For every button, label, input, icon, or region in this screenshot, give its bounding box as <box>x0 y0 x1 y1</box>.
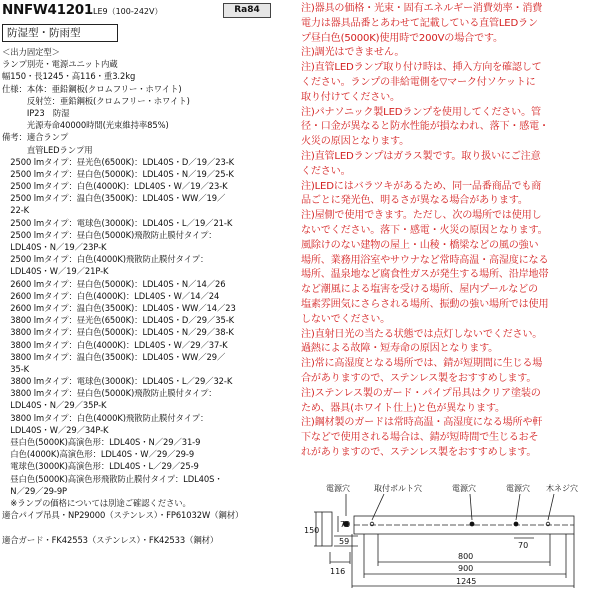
spec-line: 2500 lmタイプ：白色(4000K)：LDL40S・W／19／23-K <box>2 181 228 192</box>
power-hole-right <box>514 522 519 527</box>
power-hole-center <box>470 522 475 527</box>
dim-900: 900 <box>458 564 474 573</box>
dim-116: 116 <box>330 567 346 576</box>
note-line: ください。ランプの非給電側を▽マーク付ソケットに <box>301 76 536 88</box>
type-badge: 防湿型・防雨型 <box>2 24 118 42</box>
spec-line: 2600 lmタイプ：温白色(3500K)：LDL40S・WW／14／23 <box>2 302 236 313</box>
note-line: 注)屋側で使用できます。ただし、次の場所では使用し <box>301 210 542 222</box>
spec-line: 適合パイプ吊具・NP29000（ステンレス）・FP61032W（鋼材） <box>2 510 244 521</box>
note-line: 場所、温泉地など腐食性ガスが発生する場所、沿岸地帯 <box>301 269 549 281</box>
dim-59: 59 <box>339 537 350 546</box>
model-number <box>2 2 162 18</box>
spec-line: ランプ別売・電源ユニット内蔵 <box>2 59 118 70</box>
spec-line: 2500 lmタイプ：昼光色(6500K)：LDL40S・D／19／23-K <box>2 156 235 167</box>
spec-line: IP23 防湿 <box>2 107 70 118</box>
note-line: 注)直管LEDランプ取り付け時は、挿入方向を確認して <box>301 62 542 74</box>
spec-line: LDL40S・N／19／23P-K <box>2 242 107 252</box>
dimension-diagram <box>302 480 598 598</box>
spec-line: 電球色(3000K)高演色形：LDL40S・L／29／25-9 <box>2 461 199 472</box>
spec-line: 仕様：本体：亜鉛鋼板(クロムフリー・ホワイト) <box>2 83 182 94</box>
label-power-hole-right: 電源穴 <box>506 484 530 493</box>
spec-line: 昼白色(5000K)高演色形飛散防止膜付タイプ：LDL40S・ <box>2 473 223 484</box>
notes-list <box>301 2 597 461</box>
note-line: ください。 <box>301 165 351 177</box>
note-line: 取り付けてください。 <box>301 91 400 103</box>
spec-line: 2600 lmタイプ：昼白色(5000K)：LDL40S・N／14／26 <box>2 278 226 289</box>
spec-line: 光源寿命40000時間(光束維持率85%) <box>2 120 169 131</box>
spec-line: 白色(4000K)高演色形：LDL40S・W／29／29-9 <box>2 449 195 460</box>
note-line: 場所、業務用浴室やサウナなど常時高温・高湿度になる <box>301 254 549 266</box>
spec-line: 2500 lmタイプ：温白色(3500K)：LDL40S・WW／19／ <box>2 193 226 204</box>
spec-line: N／29／29-9P <box>2 485 68 496</box>
spec-line: 3800 lmタイプ：白色(4000K)飛散防止膜付タイプ： <box>2 412 209 423</box>
model-code: NNFW41201 <box>2 2 93 18</box>
note-line: 下などで使用される場合は、錆が短時間で生じるおそ <box>301 432 539 444</box>
spec-line: 2600 lmタイプ：白色(4000K)：LDL40S・W／14／24 <box>2 290 220 301</box>
drawing-lines <box>314 494 574 588</box>
spec-line: 3800 lmタイプ：昼白色(5000K)飛散防止膜付タイプ： <box>2 388 217 399</box>
note-line: れがありますので、ステンレス製をおすすめします。 <box>301 446 537 458</box>
spec-line: 2500 lmタイプ：昼白色(5000K)飛散防止膜付タイプ： <box>2 229 217 240</box>
spec-line: 幅150・長1245・高116・重3.2kg <box>2 71 136 82</box>
spec-line: 3800 lmタイプ：温白色(3500K)：LDL40S・WW／29／ <box>2 351 226 362</box>
model-suffix: LE9（100-242V） <box>92 7 163 16</box>
note-line: 注)パナソニック製LEDランプを使用してください。管 <box>301 106 541 118</box>
note-line: しないでください。 <box>301 313 391 325</box>
note-line: 注)常に高湿度となる場所では、錆が短期間に生じる場 <box>301 358 543 370</box>
note-line: 注)器具の価格・光束・固有エネルギー消費効率・消費 <box>301 3 543 14</box>
spec-line: ※ランプの価格については別途ご確認ください。 <box>2 497 191 508</box>
note-line: 注)LEDにはバラツキがあるため、同一品番商品でも商 <box>301 180 542 192</box>
spec-line: 2500 lmタイプ：電球色(3000K)：LDL40S・L／19／21-K <box>2 217 233 228</box>
note-line: 塩素雰囲気にさらされる場所、振動の強い場所では使用 <box>301 298 549 310</box>
note-line: 注)ステンレス製のガード・パイプ吊具はクリア塗装の <box>301 387 541 399</box>
dimension-drawing <box>302 480 598 598</box>
dim-150: 150 <box>304 526 320 535</box>
holes <box>343 521 550 527</box>
spec-line <box>2 521 298 533</box>
spec-line: 3800 lmタイプ：昼白色(5000K)：LDL40S・N／29／38-K <box>2 327 234 338</box>
spec-line: LDL40S・W／29／34P-K <box>2 424 109 435</box>
note-line: 注)直管LEDランプはガラス製です。取り扱いにご注意 <box>301 150 541 162</box>
spec-line: 適合ガード・FK42553（ステンレス）・FK42533（鋼材） <box>2 534 219 545</box>
note-line: 注)調光はできません。 <box>301 47 405 59</box>
spec-line: 22-K <box>2 205 30 216</box>
spec-line: ＜出力固定型＞ <box>2 47 60 57</box>
dim-800: 800 <box>458 552 474 561</box>
label-mount-bolt-hole: 取付ボルト穴 <box>374 484 422 493</box>
note-line: 合がありますので、ステンレス製をおすすめします。 <box>301 372 537 384</box>
spec-line: LDL40S・W／19／21P-K <box>2 266 109 277</box>
spec-line: 3800 lmタイプ：白色(4000K)：LDL40S・W／29／37-K <box>2 339 228 350</box>
label-wood-screw-hole: 木ネジ穴 <box>546 484 578 493</box>
spec-line: 3800 lmタイプ：電球色(3000K)：LDL40S・L／29／32-K <box>2 376 233 387</box>
label-power-hole-left: 電源穴 <box>326 484 350 493</box>
note-line: プ昼白色(5000K)使用時で200Vの場合です。 <box>301 32 503 44</box>
label-power-hole-center: 電源穴 <box>452 484 476 493</box>
dim-70-side: 70 <box>340 520 351 529</box>
title-bar <box>2 2 290 19</box>
spec-line: 昼白色(5000K)高演色形：LDL40S・N／29／31-9 <box>2 437 201 447</box>
note-line: ため、器具(ホワイト仕上)と色が異なります。 <box>301 402 505 414</box>
dim-70-top: 70 <box>518 541 529 550</box>
spec-line: 2500 lmタイプ：白色(4000K)飛散防止膜付タイプ： <box>2 254 209 265</box>
spec-list <box>2 46 298 546</box>
note-line: ないでください。落下・感電・火災の原因となります。 <box>301 224 548 236</box>
spec-line: 3800 lmタイプ：昼光色(6500K)：LDL40S・D／29／35-K <box>2 315 235 326</box>
note-line: 風除けのない建物の屋上・山稜・橋梁などの風の強い <box>301 239 539 251</box>
note-line: 過熱による故障・短寿命の原因となります。 <box>301 343 499 355</box>
note-line: 注)鋼材製のガードは常時高温・高湿度になる場所や軒 <box>301 417 543 429</box>
spec-line: 備考：適合ランプ <box>2 132 69 143</box>
spec-line: 直管LEDランプ用 <box>2 144 93 155</box>
end-view-body <box>322 512 332 546</box>
note-line: 電力は器具品番とあわせて記載している直管LEDラン <box>301 17 538 29</box>
note-line: 径・口金が異なると防水性能が損なわれ、落下・感電・ <box>301 121 549 133</box>
note-line: 品ごとに発光色、明るさが異なる場合があります。 <box>301 195 528 207</box>
dim-1245: 1245 <box>456 577 477 586</box>
ra-badge: Ra84 <box>223 3 271 18</box>
spec-line: LDL40S・N／29／35P-K <box>2 400 107 411</box>
note-line: 火災の原因となります。 <box>301 136 410 148</box>
spec-line: 35-K <box>2 363 30 374</box>
spec-line: 反射笠：亜鉛鋼板(クロムフリー・ホワイト) <box>2 95 190 106</box>
note-line: など潮風による塩害を受ける場所、屋内プールなどの <box>301 284 538 296</box>
note-line: 注)直射日光の当たる状態では点灯しないでください。 <box>301 328 543 340</box>
spec-line: 2500 lmタイプ：昼白色(5000K)：LDL40S・N／19／25-K <box>2 168 234 179</box>
